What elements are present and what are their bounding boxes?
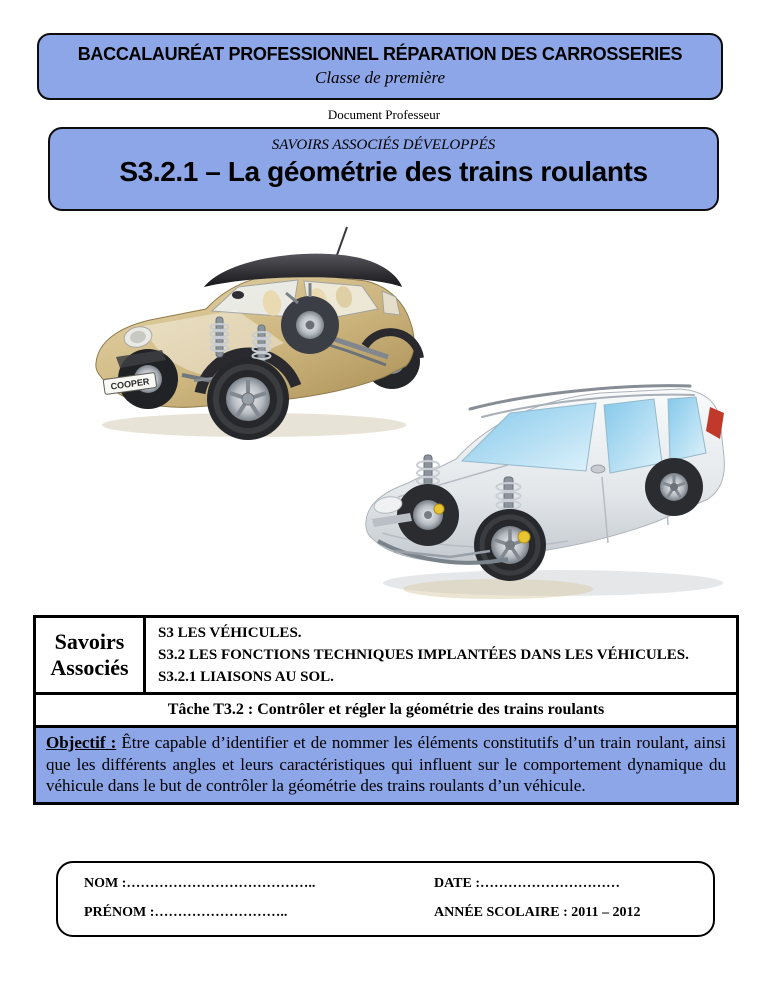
lesson-kicker: SAVOIRS ASSOCIÉS DÉVELOPPÉS [271, 137, 496, 153]
savoirs-item: S3.2.1 LIAISONS AU SOL. [158, 668, 334, 685]
objective-row [36, 728, 736, 802]
estate-car-cutaway-image [358, 365, 738, 607]
savoirs-row [36, 618, 736, 695]
savoirs-item: S3.2 LES FONCTIONS TECHNIQUES IMPLANTÉES DANS LES VÉHICULES. [158, 646, 689, 663]
savoirs-table [33, 615, 739, 805]
mirror [591, 465, 605, 473]
header-banner [37, 33, 723, 100]
prenom-field: PRÉNOM :……………………….. [84, 905, 288, 920]
header-title: BACCALAURÉAT PROFESSIONNEL RÉPARATION DES CARROSSERIES [77, 44, 683, 64]
student-info-right-column [434, 863, 713, 935]
mirror [232, 291, 244, 299]
front-door-window [604, 399, 662, 473]
savoirs-label-cell [36, 618, 146, 692]
savoirs-label-line2: Associés [50, 655, 129, 681]
mini-front-right-wheel [207, 358, 289, 440]
savoirs-item: S3 LES VÉHICULES. [158, 625, 302, 641]
objective-label: Objectif : [46, 733, 117, 753]
antenna [337, 227, 347, 255]
student-info-left-column [58, 863, 434, 935]
date-field: DATE :………………………… [434, 876, 621, 891]
nom-field: NOM :………………………………….. [84, 876, 316, 891]
document-type-label: Document Professeur [327, 107, 441, 122]
ground-shadow-beige [403, 579, 593, 599]
lesson-title: S3.2.1 – La géométrie des trains roulants [119, 156, 648, 187]
objective-text: Être capable d’identifier et de nommer les éléments constitutifs d’un train roulant, ainsi que les différents angles et leurs caractéristiques qui influent sur le comportement dynamique du véhicule dans le but de contrôler la géométrie des trains roulants d’un véhicule. [46, 733, 726, 795]
quarter-window [382, 291, 400, 315]
student-info-box [56, 861, 715, 937]
savoirs-label-line1: Savoirs [54, 628, 125, 654]
task-row: Tâche T3.2 : Contrôler et régler la géométrie des trains roulants [36, 695, 736, 728]
estate-rear-right-wheel [645, 458, 703, 516]
savoirs-items-cell [146, 618, 736, 692]
annee-scolaire-field: ANNÉE SCOLAIRE : 2011 – 2012 [434, 905, 641, 920]
svg-text:COOPER: COOPER [109, 376, 151, 392]
header-subtitle: Classe de première [315, 68, 445, 87]
lesson-banner [48, 127, 719, 211]
